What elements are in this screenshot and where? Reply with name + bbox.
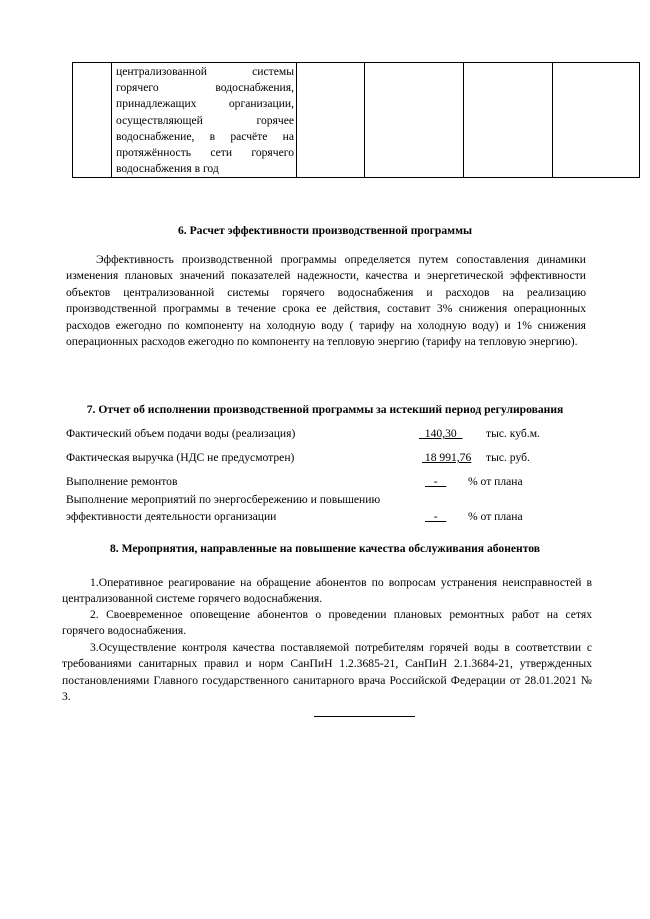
- row-revenue-unit: тыс. руб.: [486, 451, 530, 464]
- row-revenue-value: 18 991,76: [422, 451, 472, 464]
- row-energy-saving-unit: % от плана: [468, 510, 523, 523]
- section-6-paragraph: Эффективность производственной программы определяется путем сопоставления динамики изменения плановых значений показателей надежности, качества и энергетической эффективности объектов централизованной системы горячего водоснабжения и расходов на реализацию производственной программы в течение срока ее действия, составит 3% снижения операционных расходов ежегодно по компоненту на холодную воду ( тарифу на холодную воду) и 1% снижения операционных расходов ежегодно по компоненту на тепловую энергию (тарифу на тепловую энергию).: [66, 253, 586, 349]
- row-repairs-label: Выполнение ремонтов: [66, 475, 178, 488]
- section-7-title: 7. Отчет об исполнении производственной программы за истекший период регулирования: [86, 403, 564, 416]
- section-8-item-3: 3.Осуществление контроля качества поставляемой потребителям горячей воды в соответствии с требованиями санитарных правил и норм СанПиН 1.2.3685-21, СанПиН 2.1.3684-21, утвержденных постановлениями Главного государственного санитарного врача Российской Федерации от 28.01.2021 № 3.: [62, 641, 592, 704]
- row-repairs-value: -: [425, 475, 447, 488]
- table-cell-empty: [464, 63, 553, 178]
- table-cell-indicator: [112, 63, 297, 178]
- row-water-volume-label: Фактический объем подачи воды (реализация): [66, 427, 296, 440]
- row-revenue-label: Фактическая выручка (НДС не предусмотрен): [66, 451, 295, 464]
- table-row: [73, 63, 640, 178]
- row-energy-saving-label-2: эффективности деятельности организации: [66, 510, 277, 523]
- indicators-table-fragment: [72, 62, 640, 178]
- section-8-item-1: 1.Оперативное реагирование на обращение абонентов по вопросам устранения неисправностей в централизованной системе горячего водоснабжения.: [62, 576, 592, 606]
- table-cell-empty: [553, 63, 640, 178]
- table-cell-empty: [365, 63, 464, 178]
- row-energy-saving-value: -: [425, 510, 447, 523]
- section-8-title: 8. Мероприятия, направленные на повышение качества обслуживания абонентов: [109, 542, 541, 555]
- table-cell-empty: [297, 63, 365, 178]
- closing-separator-line: [314, 716, 415, 717]
- row-energy-saving-label-1: Выполнение мероприятий по энергосбережению и повышению: [66, 493, 381, 506]
- table-cell-number: [73, 63, 112, 178]
- section-8-item-2: 2. Своевременное оповещение абонентов о проведении плановых ремонтных работ на сетях горячего водоснабжения.: [62, 608, 592, 638]
- section-6-title: 6. Расчет эффективности производственной программы: [177, 224, 473, 237]
- row-repairs-unit: % от плана: [468, 475, 523, 488]
- row-water-volume-unit: тыс. куб.м.: [486, 427, 540, 440]
- row-water-volume-value: 140,30: [419, 427, 463, 440]
- indicator-text: централизованной системы горячего водоснабжения, принадлежащих организации, осуществляющей горячее водоснабжение, в расчёте на протяжённость сети горячего водоснабжения в год: [116, 65, 294, 176]
